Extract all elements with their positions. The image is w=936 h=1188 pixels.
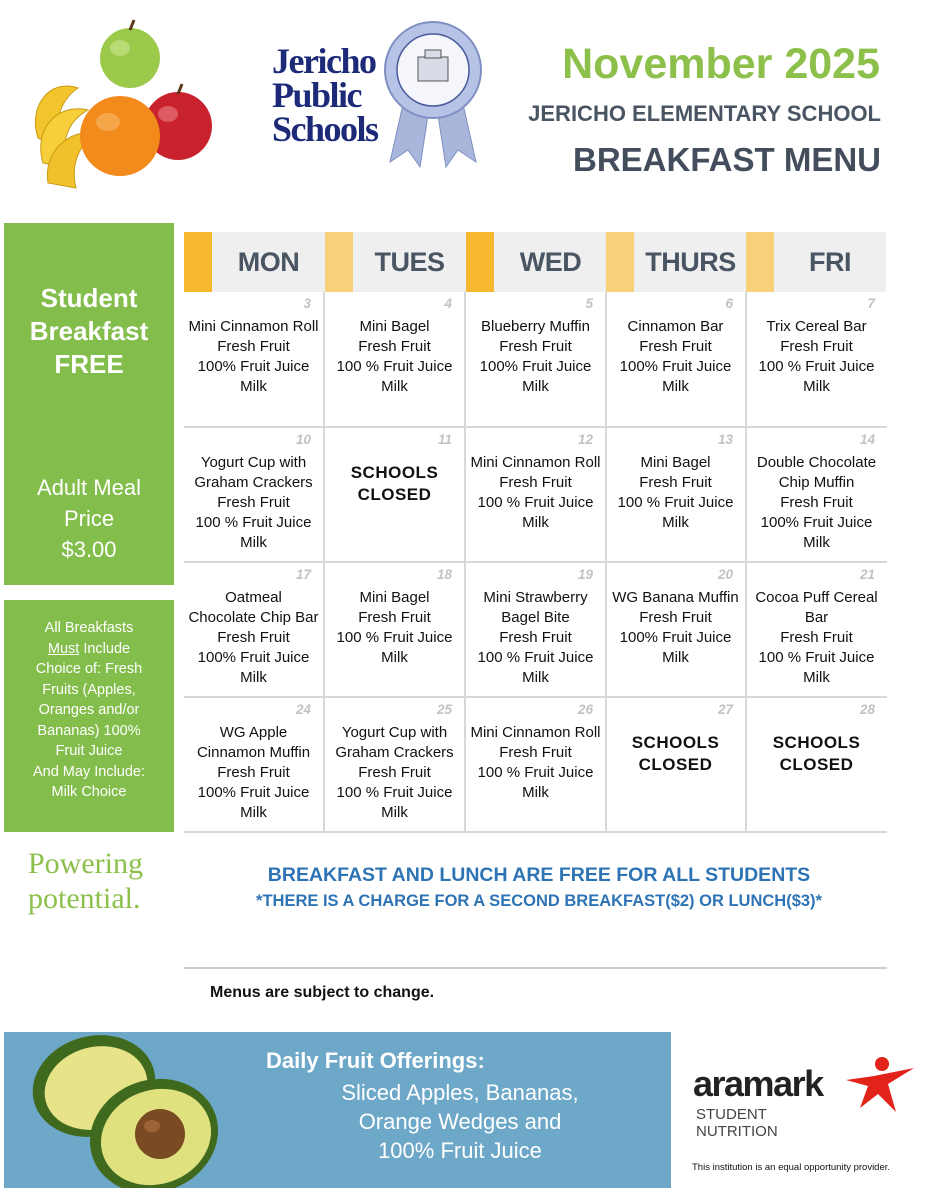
logo-line: Schools	[272, 109, 378, 149]
menu-item-line: Fresh Fruit	[499, 629, 572, 646]
menu-item-line: Graham Crackers	[194, 474, 313, 491]
day-header-accent	[184, 232, 212, 292]
closed-line: CLOSED	[779, 755, 854, 774]
calendar-day-cell	[466, 292, 607, 428]
date-number: 27	[717, 702, 733, 717]
fruit-offerings-list	[300, 1078, 620, 1165]
menu-item-line: Fresh Fruit	[358, 764, 431, 781]
day-header-thurs	[606, 232, 747, 292]
date-number: 14	[859, 432, 875, 447]
district-logo	[272, 41, 384, 149]
aramark-student-nutrition	[696, 1106, 778, 1140]
menu-items	[746, 317, 887, 397]
school-seal-icon	[378, 12, 488, 172]
menu-item-line: Milk	[381, 378, 408, 395]
schools-closed-label	[606, 732, 745, 776]
menu-item-line: Milk	[381, 649, 408, 666]
menu-item-line: 100% Fruit Juice	[197, 649, 310, 666]
equal-opportunity-statement: This institution is an equal opportunity provider.	[692, 1162, 891, 1173]
menu-item-line: Milk	[522, 669, 549, 686]
rules-line: Oranges and/or	[38, 702, 140, 718]
rules-line	[14, 639, 164, 660]
day-header-fri	[746, 232, 886, 292]
powering-potential-tagline	[28, 846, 178, 916]
sidebar-line: Student	[40, 283, 138, 313]
menu-title: BREAKFAST MENU	[572, 141, 881, 178]
date-number: 28	[859, 702, 875, 717]
menu-item-line: Milk	[381, 804, 408, 821]
free-meals-banner: BREAKFAST AND LUNCH ARE FREE FOR ALL STUDENTS	[267, 864, 811, 886]
menu-items	[325, 317, 464, 397]
schools-closed-label	[746, 732, 887, 776]
brand-sub-line: STUDENT	[696, 1106, 767, 1123]
sidebar-line: $3.00	[61, 537, 117, 562]
sidebar-line: Adult Meal	[37, 475, 141, 500]
aramark-star-icon	[826, 1054, 916, 1116]
rules-line: And May Include:	[32, 763, 146, 780]
rules-line: Bananas) 100%	[37, 722, 141, 739]
calendar-day-cell	[606, 292, 747, 428]
rules-line-rest: Include	[79, 640, 131, 657]
menu-item-line: Fresh Fruit	[358, 609, 431, 626]
rules-line: All Breakfasts	[44, 620, 134, 636]
menu-item-line: Mini Bagel	[359, 589, 430, 606]
menu-item-line: Mini Cinnamon Roll	[188, 318, 319, 335]
brand-sub-line: NUTRITION	[696, 1123, 778, 1140]
subject-to-change-note: Menus are subject to change.	[210, 984, 435, 1001]
calendar-day-cell	[184, 292, 325, 428]
menu-item-line: 100 % Fruit Juice	[336, 358, 453, 375]
tagline-line: potential.	[28, 882, 141, 915]
calendar-day-cell	[466, 563, 607, 698]
menu-item-line: Fresh Fruit	[780, 629, 853, 646]
menu-item-line: Fresh Fruit	[639, 474, 712, 491]
day-header-accent	[466, 232, 494, 292]
menu-item-line: Chocolate Chip Bar	[188, 609, 319, 626]
calendar-day-cell	[606, 563, 747, 698]
menu-item-line: Milk	[240, 534, 267, 551]
menu-items	[325, 588, 464, 668]
menu-items	[184, 588, 323, 688]
menu-item-line: Milk	[662, 649, 689, 666]
day-header-label: TUES	[374, 246, 445, 277]
logo-line: Public	[272, 75, 362, 115]
menu-item-line: Mini Cinnamon Roll	[470, 454, 601, 471]
menu-item-line: Double Chocolate	[756, 454, 877, 471]
date-number: 17	[295, 567, 311, 582]
closed-line: SCHOOLS	[631, 733, 720, 752]
menu-item-line: Milk	[803, 669, 830, 686]
menu-items	[184, 723, 323, 823]
menu-items	[325, 723, 464, 823]
adult-meal-price	[4, 472, 174, 565]
menu-item-line: 100 % Fruit Juice	[336, 784, 453, 801]
menu-item-line: 100% Fruit Juice	[479, 358, 592, 375]
day-header-label: WED	[519, 246, 582, 277]
must-underline: Must	[47, 640, 80, 657]
menu-item-line: Cocoa Puff Cereal	[755, 589, 878, 606]
menu-items	[606, 588, 745, 668]
menu-item-line: Blueberry Muffin	[481, 318, 590, 335]
calendar-day-cell	[606, 698, 747, 833]
calendar-day-cell	[325, 698, 466, 833]
avocado-icon	[14, 1016, 244, 1188]
menu-item-line: Fresh Fruit	[639, 609, 712, 626]
fruit-line: Orange Wedges and	[358, 1109, 562, 1134]
menu-item-line: Yogurt Cup with	[200, 454, 307, 471]
menu-item-line: Milk	[522, 514, 549, 531]
rules-line: Choice of: Fresh	[35, 661, 143, 677]
menu-item-line: 100 % Fruit Juice	[336, 629, 453, 646]
calendar-day-cell	[325, 428, 466, 563]
menu-item-line: Chip Muffin	[778, 474, 855, 491]
calendar-day-cell	[184, 563, 325, 698]
menu-item-line: 100% Fruit Juice	[197, 358, 310, 375]
day-header-accent	[606, 232, 634, 292]
closed-line: SCHOOLS	[772, 733, 861, 752]
date-number: 7	[867, 296, 875, 311]
menu-item-line: Fresh Fruit	[217, 338, 290, 355]
date-number: 21	[859, 567, 875, 582]
menu-item-line: Fresh Fruit	[499, 474, 572, 491]
menu-item-line: 100 % Fruit Juice	[758, 649, 875, 666]
closed-line: CLOSED	[357, 485, 432, 504]
menu-item-line: Milk	[662, 514, 689, 531]
date-number: 13	[717, 432, 733, 447]
menu-item-line: Mini Cinnamon Roll	[470, 724, 601, 741]
menu-item-line: 100% Fruit Juice	[760, 514, 873, 531]
sidebar-line: FREE	[54, 349, 124, 379]
day-header-mon	[184, 232, 325, 292]
date-number: 10	[295, 432, 311, 447]
menu-month: November 2025	[562, 40, 880, 88]
menu-item-line: Fresh Fruit	[639, 338, 712, 355]
date-number: 11	[437, 432, 452, 447]
menu-item-line: Milk	[803, 534, 830, 551]
date-number: 26	[577, 702, 593, 717]
fruit-line: Sliced Apples, Bananas,	[341, 1080, 579, 1105]
date-number: 24	[295, 702, 311, 717]
menu-item-line: Fresh Fruit	[499, 338, 572, 355]
menu-item-line: WG Banana Muffin	[612, 589, 739, 606]
menu-items	[466, 453, 605, 533]
menu-items	[606, 317, 745, 397]
menu-items	[746, 453, 887, 553]
menu-item-line: Milk	[240, 804, 267, 821]
day-header-label: THURS	[645, 246, 736, 277]
menu-items	[184, 453, 323, 553]
menu-item-line: Milk	[803, 378, 830, 395]
day-header-accent	[746, 232, 774, 292]
menu-item-line: Mini Bagel	[359, 318, 430, 335]
menu-item-line: Fresh Fruit	[217, 494, 290, 511]
divider	[184, 967, 887, 969]
menu-item-line: Fresh Fruit	[780, 494, 853, 511]
date-number: 20	[717, 567, 733, 582]
menu-item-line: 100% Fruit Juice	[619, 629, 732, 646]
date-number: 18	[436, 567, 452, 582]
closed-line: SCHOOLS	[350, 463, 439, 482]
rules-line: Fruits (Apples,	[42, 681, 136, 698]
date-number: 5	[585, 296, 593, 311]
sidebar-line: Price	[63, 506, 115, 531]
menu-item-line: 100% Fruit Juice	[619, 358, 732, 375]
menu-items	[466, 588, 605, 688]
school-name: JERICHO ELEMENTARY SCHOOL	[528, 101, 881, 126]
menu-item-line: 100 % Fruit Juice	[617, 494, 734, 511]
calendar-day-cell	[606, 428, 747, 563]
student-breakfast-free	[4, 282, 174, 381]
menu-item-line: Oatmeal	[225, 589, 282, 606]
menu-item-line: Graham Crackers	[335, 744, 454, 761]
rules-line: Milk Choice	[51, 784, 127, 800]
menu-item-line: Mini Bagel	[640, 454, 711, 471]
day-header-tues	[325, 232, 466, 292]
calendar-day-cell	[746, 292, 887, 428]
sidebar-line: Breakfast	[29, 316, 149, 346]
calendar-day-cell	[325, 563, 466, 698]
menu-item-line: Bar	[804, 609, 829, 626]
menu-item-line: Milk	[662, 378, 689, 395]
calendar-day-cell	[466, 428, 607, 563]
menu-item-line: Cinnamon Muffin	[196, 744, 311, 761]
menu-item-line: Yogurt Cup with	[341, 724, 448, 741]
calendar-day-cell	[746, 428, 887, 563]
calendar-day-cell	[184, 698, 325, 833]
day-header-accent	[325, 232, 353, 292]
menu-item-line: Fresh Fruit	[780, 338, 853, 355]
menu-item-line: Cinnamon Bar	[627, 318, 724, 335]
menu-items	[606, 453, 745, 533]
menu-item-line: Milk	[522, 378, 549, 395]
menu-item-line: Fresh Fruit	[217, 764, 290, 781]
aramark-logo-text: aramark	[693, 1063, 823, 1104]
menu-items	[746, 588, 887, 688]
menu-item-line: Fresh Fruit	[358, 338, 431, 355]
date-number: 4	[444, 296, 452, 311]
menu-item-line: 100% Fruit Juice	[197, 784, 310, 801]
menu-items	[466, 317, 605, 397]
fruit-line: 100% Fruit Juice	[378, 1138, 542, 1163]
menu-item-line: WG Apple	[219, 724, 288, 741]
menu-item-line: Milk	[240, 378, 267, 395]
menu-item-line: Mini Strawberry	[483, 589, 588, 606]
day-header-label: FRI	[809, 246, 851, 277]
date-number: 12	[577, 432, 593, 447]
menu-item-line: Fresh Fruit	[217, 629, 290, 646]
day-header-label: MON	[237, 246, 300, 277]
calendar-day-cell	[746, 698, 887, 833]
date-number: 6	[725, 296, 733, 311]
calendar-day-cell	[325, 292, 466, 428]
tagline-line: Powering	[28, 847, 143, 880]
menu-items	[184, 317, 323, 397]
fruit-offerings-heading: Daily Fruit Offerings:	[266, 1048, 485, 1073]
menu-item-line: 100 % Fruit Juice	[195, 514, 312, 531]
menu-item-line: 100 % Fruit Juice	[758, 358, 875, 375]
menu-item-line: Fresh Fruit	[499, 744, 572, 761]
menu-item-line: Bagel Bite	[501, 609, 570, 626]
date-number: 19	[577, 567, 593, 582]
menu-item-line: Milk	[522, 784, 549, 801]
calendar-day-cell	[184, 428, 325, 563]
fruit-pile-icon	[18, 18, 218, 193]
menu-item-line: Milk	[240, 669, 267, 686]
calendar-day-cell	[746, 563, 887, 698]
closed-line: CLOSED	[638, 755, 713, 774]
breakfast-rules	[14, 618, 164, 803]
calendar-day-cell	[466, 698, 607, 833]
schools-closed-label	[325, 462, 464, 506]
rules-line: Fruit Juice	[55, 743, 123, 759]
menu-item-line: 100 % Fruit Juice	[477, 764, 594, 781]
logo-line: Jericho	[272, 41, 376, 81]
date-number: 3	[303, 296, 311, 311]
menu-item-line: Trix Cereal Bar	[766, 318, 867, 335]
menu-item-line: 100 % Fruit Juice	[477, 494, 594, 511]
second-meal-charge-note: *THERE IS A CHARGE FOR A SECOND BREAKFAST($2) OR LUNCH($3)*	[256, 892, 822, 910]
date-number: 25	[436, 702, 452, 717]
menu-items	[466, 723, 605, 803]
day-header-wed	[466, 232, 607, 292]
menu-item-line: 100 % Fruit Juice	[477, 649, 594, 666]
